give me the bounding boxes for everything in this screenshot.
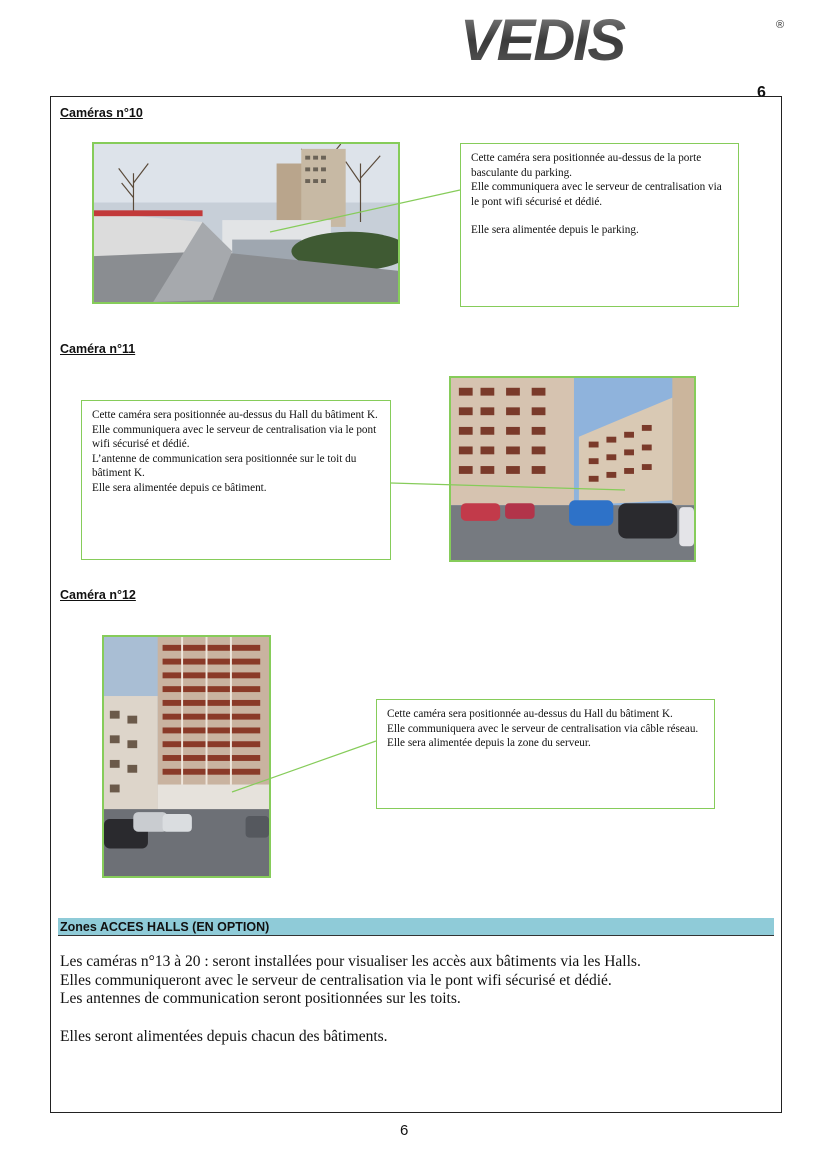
zone-paragraph: Les caméras n°13 à 20 : seront installées pour visualiser les accès aux bâtiments via les Halls.: [60, 953, 641, 970]
callout-camera-10: [460, 143, 739, 307]
section-title-camera-11: Caméra n°11: [60, 342, 136, 356]
zone-paragraph: Elles communiqueront avec le serveur de centralisation via le pont wifi sécurisé et dédié.: [60, 971, 612, 989]
svg-text:VEDIS: VEDIS: [460, 14, 625, 68]
section-title-camera-10: Caméras n°10: [60, 106, 143, 120]
callout-text: Elle communiquera avec le serveur de centralisation via le pont wifi sécurisé et dédié.: [471, 181, 722, 208]
tower-building-photo: [102, 635, 271, 878]
parking-entrance-photo: [92, 142, 400, 304]
callout-text: Cette caméra sera positionnée au-dessus du Hall du bâtiment K.: [92, 409, 378, 421]
zone-paragraph: Elles seront alimentées depuis chacun des bâtiments.: [60, 1027, 388, 1045]
building-k-courtyard-photo: [449, 376, 696, 562]
callout-camera-11: [81, 400, 391, 560]
callout-text: L’antenne de communication sera positionnée sur le toit du bâtiment K.: [92, 452, 357, 479]
callout-text: Cette caméra sera positionnée au-dessus du Hall du bâtiment K.: [387, 708, 673, 720]
callout-text: Elle communiquera avec le serveur de centralisation via câble réseau.: [387, 722, 699, 735]
callout-text: Elle sera alimentée depuis le parking.: [471, 224, 639, 236]
section-title-camera-12: Caméra n°12: [60, 588, 136, 602]
callout-text: Cette caméra sera positionnée au-dessus de la porte basculante du parking.: [471, 152, 702, 179]
callout-camera-12: [376, 699, 715, 809]
zone-paragraph: Les antennes de communication seront positionnées sur les toits.: [60, 990, 461, 1007]
page-number: 6: [400, 1122, 409, 1139]
vedis-logo-graphic: [458, 14, 788, 68]
zone-description: [60, 953, 770, 1046]
vedis-logo: [458, 14, 788, 68]
corner-mark: 6: [757, 84, 766, 101]
callout-text: Elle communiquera avec le serveur de centralisation via le pont wifi sécurisé et dédié.: [92, 423, 377, 450]
zone-heading: Zones ACCES HALLS (EN OPTION): [58, 918, 774, 936]
callout-text: Elle sera alimentée depuis ce bâtiment.: [92, 481, 267, 494]
svg-text:®: ®: [776, 19, 785, 31]
callout-text: Elle sera alimentée depuis la zone du serveur.: [387, 737, 591, 749]
